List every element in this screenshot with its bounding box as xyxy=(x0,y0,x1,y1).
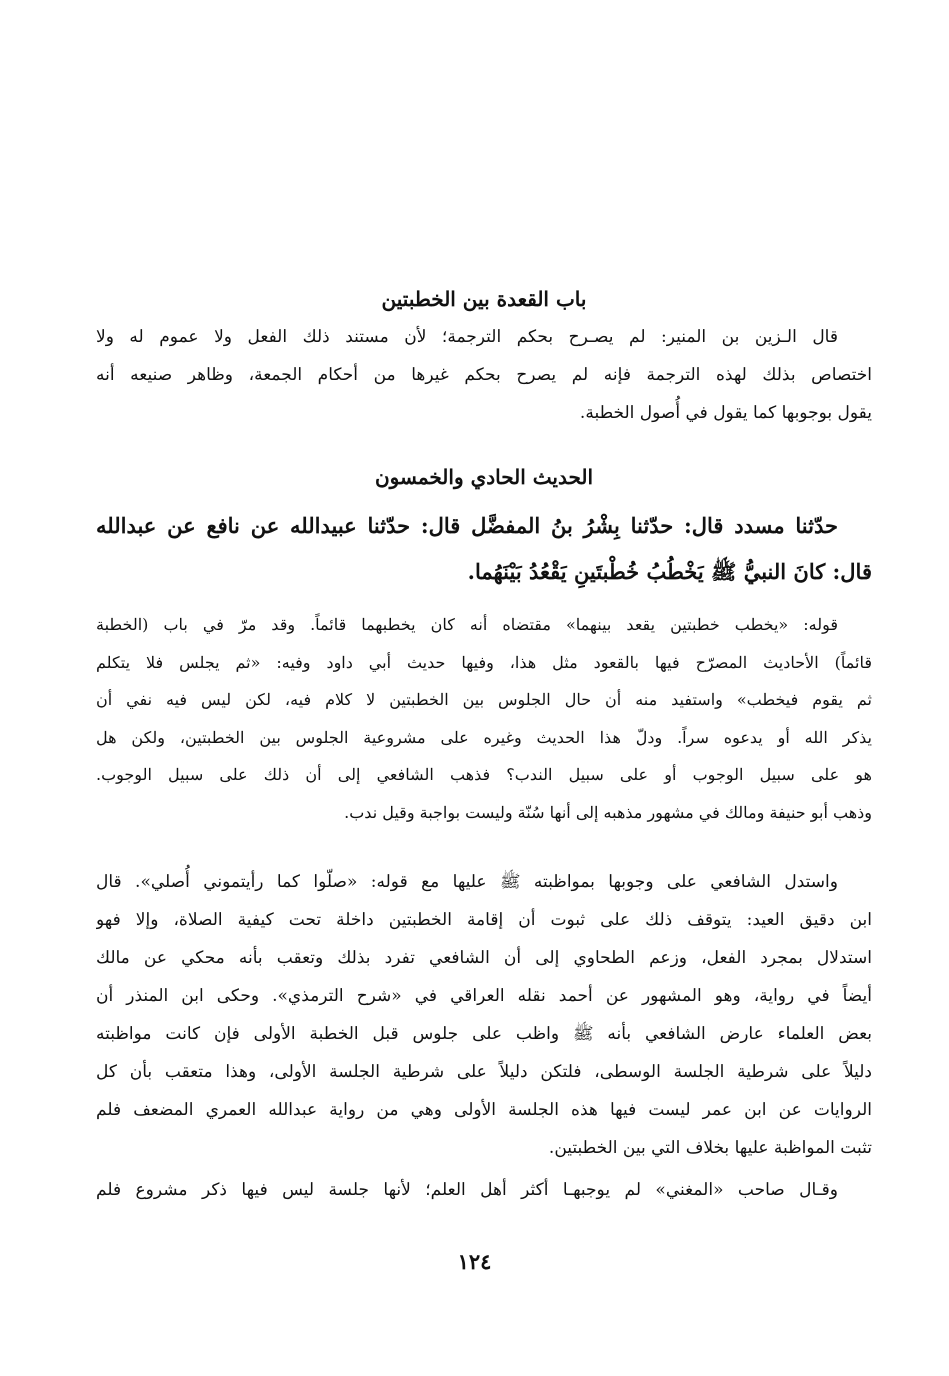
mughni-paragraph xyxy=(96,1171,872,1209)
text-line: قوله: «يخطب خطبتين يقعد بينهما» مقتضاه أنه كان يخطبهما قائماً. وقد مرّ في باب (الخطبة xyxy=(96,615,838,634)
text-line: هو على سبيل الوجوب أو على سبيل الندب؟ فذهب الشافعي إلى أن ذلك على سبيل الوجوب. xyxy=(96,765,872,784)
hadith-text xyxy=(96,503,872,595)
text-line: وذهب أبو حنيفة ومالك في مشهور مذهبه إلى أنها سُنّة وليست بواجبة وقيل ندب. xyxy=(344,802,872,822)
text-line: ثم يقوم فيخطب» واستفيد منه أن حال الجلوس بين الخطبتين لا كلام فيه، لكن ليس فيه نفي أن xyxy=(96,690,872,709)
text-line: قائماً) الأحاديث المصرّح فيها بالقعود مثل هذا، وفيها حديث أبي داود وفيه: «ثم يجلس فلا يتكلم xyxy=(96,652,872,672)
text-line: أيضاً في رواية، وهو المشهور عن أحمد نقله العراقي في «شرح الترمذي». وحكى ابن المنذر أن xyxy=(96,986,872,1006)
text-line: قال: كانَ النبيُّ ﷺ يَخْطُبُ خُطْبتَينِ يَقْعُدُ بَيْنَهُما. xyxy=(467,559,872,584)
text-line: بعض العلماء عارض الشافعي بأنه ﷺ واظب على جلوس قبل الخطبة الأولى فإن كانت مواظبته xyxy=(96,1024,872,1044)
text-line: قال الـزين بن المنير: لم يصـرح بحكم الترجمة؛ لأن مستند ذلك الفعل ولا عموم له ولا xyxy=(96,327,838,347)
text-line: استدلال بمجرد الفعل، وزعم الطحاوي إلى أن الشافعي تفرد بذلك وتعقب بأنه محكي عن مالك xyxy=(96,948,872,968)
text-line: وقـال صاحب «المغني» لم يوجبهـا أكثر أهل العلم؛ لأنها جلسة ليس فيها ذكر مشروع فلم xyxy=(96,1180,838,1200)
page-number: ١٢٤ xyxy=(457,1249,492,1274)
section-title: باب القعدة بين الخطبتين xyxy=(381,287,587,311)
commentary-paragraph xyxy=(96,606,872,831)
text-line: حدّثنا مسدد قال: حدّثنا بِشْرُ بنُ المفضَّل قال: حدّثنا عبيدالله عن نافع عن عبدالله xyxy=(96,513,838,538)
text-line: اختصاص بذلك لهذه الترجمة فإنه لم يصرح بحكم غيرها من أحكام الجمعة، وظاهر صنيعه أنه xyxy=(96,365,872,385)
text-line: ابن دقيق العيد: يتوقف ذلك على ثبوت أن إقامة الخطبتين داخلة تحت كيفية الصلاة، وإلا فهو xyxy=(96,910,872,930)
text-line: يذكر الله أو يدعوه سراً. ودلّ هذا الحديث وغيره على مشروعية الجلوس بين الخطبتين، ولكن هل xyxy=(96,727,872,747)
text-line: دليلاً على شرطية الجلسة الوسطى، فلتكن دليلاً على شرطية الجلسة الأولى، وهذا متعقب بأن كل xyxy=(96,1062,872,1082)
text-line: يقول بوجوبها كما يقول في أُصول الخطبة. xyxy=(579,403,872,423)
text-line: واستدل الشافعي على وجوبها بمواظبته ﷺ عليها مع قوله: «صلّوا كما رأيتموني أُصلي». قال xyxy=(96,872,838,892)
text-line: تثبت المواظبة عليها بخلاف التي بين الخطبتين. xyxy=(548,1138,872,1158)
text-line: الروايات عن ابن عمر ليست فيها هذه الجلسة الأولى وهي من رواية عبدالله العمري المضعف فلم xyxy=(96,1100,872,1120)
shafii-paragraph xyxy=(96,863,872,1167)
hadith-heading: الحديث الحادي والخمسون xyxy=(374,465,594,489)
intro-paragraph xyxy=(96,318,872,432)
